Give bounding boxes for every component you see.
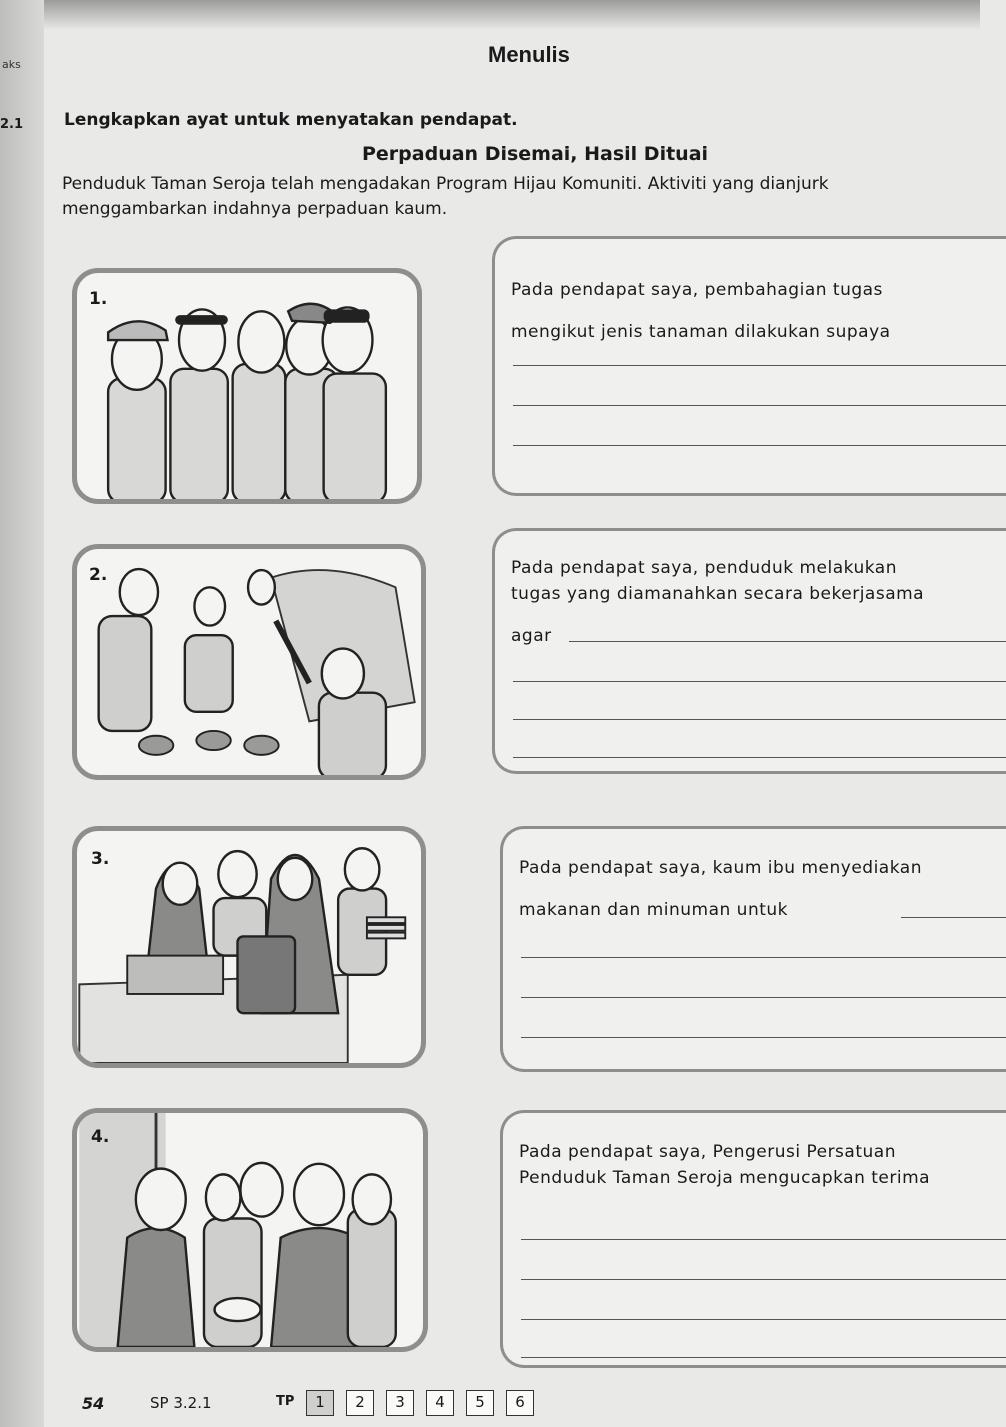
- women-serving-drawing: [77, 831, 421, 1063]
- prompt-2-line-2: tugas yang diamanahkan secara bekerjasama: [511, 584, 925, 604]
- illustration-2-gardening: [72, 544, 426, 780]
- prompt-2-line-1: Pada pendapat saya, penduduk melakukan: [511, 558, 897, 578]
- answer-line[interactable]: [569, 641, 1006, 642]
- page-number: 54: [82, 1394, 105, 1413]
- prompt-2-line-3: agar: [511, 626, 552, 646]
- item-number-1: 1.: [89, 289, 108, 309]
- tp-label: TP: [276, 1394, 295, 1409]
- passage-title: Perpaduan Disemai, Hasil Dituai: [362, 143, 709, 165]
- answer-line[interactable]: [513, 719, 1006, 720]
- answer-line[interactable]: [513, 365, 1006, 366]
- gardening-drawing: [77, 549, 421, 775]
- answer-line[interactable]: [521, 1319, 1006, 1320]
- tp-level-6-box[interactable]: 6: [506, 1390, 534, 1416]
- book-left-margin: [0, 0, 44, 1427]
- answer-line[interactable]: [513, 757, 1006, 758]
- tp-level-5-box[interactable]: 5: [466, 1390, 494, 1416]
- answer-line[interactable]: [901, 917, 1006, 918]
- intro-passage: [62, 172, 992, 222]
- item-number-2: 2.: [89, 565, 108, 585]
- page-title: Menulis: [488, 42, 570, 67]
- answer-line[interactable]: [521, 957, 1006, 958]
- item-number-3: 3.: [91, 849, 110, 869]
- prompt-1-line-1: Pada pendapat saya, pembahagian tugas: [511, 280, 883, 300]
- item-number-4: 4.: [91, 1127, 110, 1147]
- instruction-text: Lengkapkan ayat untuk menyatakan pendapat.: [64, 110, 518, 130]
- answer-box-3[interactable]: [500, 826, 1006, 1072]
- standard-code: SP 3.2.1: [150, 1394, 212, 1412]
- section-number: 2.1: [0, 117, 24, 132]
- intro-line-1: Penduduk Taman Seroja telah mengadakan Program Hijau Komuniti. Aktiviti yang dianjurk: [62, 174, 829, 194]
- intro-line-2: menggambarkan indahnya perpaduan kaum.: [62, 199, 448, 219]
- answer-box-1[interactable]: [492, 236, 1006, 496]
- prompt-4-line-1: Pada pendapat saya, Pengerusi Persatuan: [519, 1142, 896, 1162]
- margin-tag: aks: [2, 58, 21, 71]
- answer-line[interactable]: [513, 405, 1006, 406]
- answer-line[interactable]: [513, 445, 1006, 446]
- tp-level-4-box[interactable]: 4: [426, 1390, 454, 1416]
- illustration-4-handshake: [72, 1108, 428, 1352]
- handshake-drawing: [77, 1113, 423, 1347]
- answer-line[interactable]: [521, 1037, 1006, 1038]
- illustration-3-women-serving-food: [72, 826, 426, 1068]
- answer-box-4[interactable]: [500, 1110, 1006, 1368]
- answer-line[interactable]: [513, 681, 1006, 682]
- page-footer: [0, 1382, 1006, 1427]
- prompt-4-line-2: Penduduk Taman Seroja mengucapkan terima: [519, 1168, 931, 1188]
- prompt-3-line-1: Pada pendapat saya, kaum ibu menyediakan: [519, 858, 922, 878]
- prompt-3-line-2: makanan dan minuman untuk: [519, 900, 789, 920]
- illustration-1-group-of-men: [72, 268, 422, 504]
- answer-box-2[interactable]: [492, 528, 1006, 774]
- tp-level-1-box[interactable]: 1: [306, 1390, 334, 1416]
- answer-line[interactable]: [521, 997, 1006, 998]
- tp-level-3-box[interactable]: 3: [386, 1390, 414, 1416]
- answer-line[interactable]: [521, 1357, 1006, 1358]
- answer-line[interactable]: [521, 1239, 1006, 1240]
- prompt-1-line-2: mengikut jenis tanaman dilakukan supaya: [511, 322, 891, 342]
- answer-line[interactable]: [521, 1279, 1006, 1280]
- book-top-shadow: [40, 0, 980, 30]
- men-group-drawing: [77, 273, 417, 499]
- tp-level-2-box[interactable]: 2: [346, 1390, 374, 1416]
